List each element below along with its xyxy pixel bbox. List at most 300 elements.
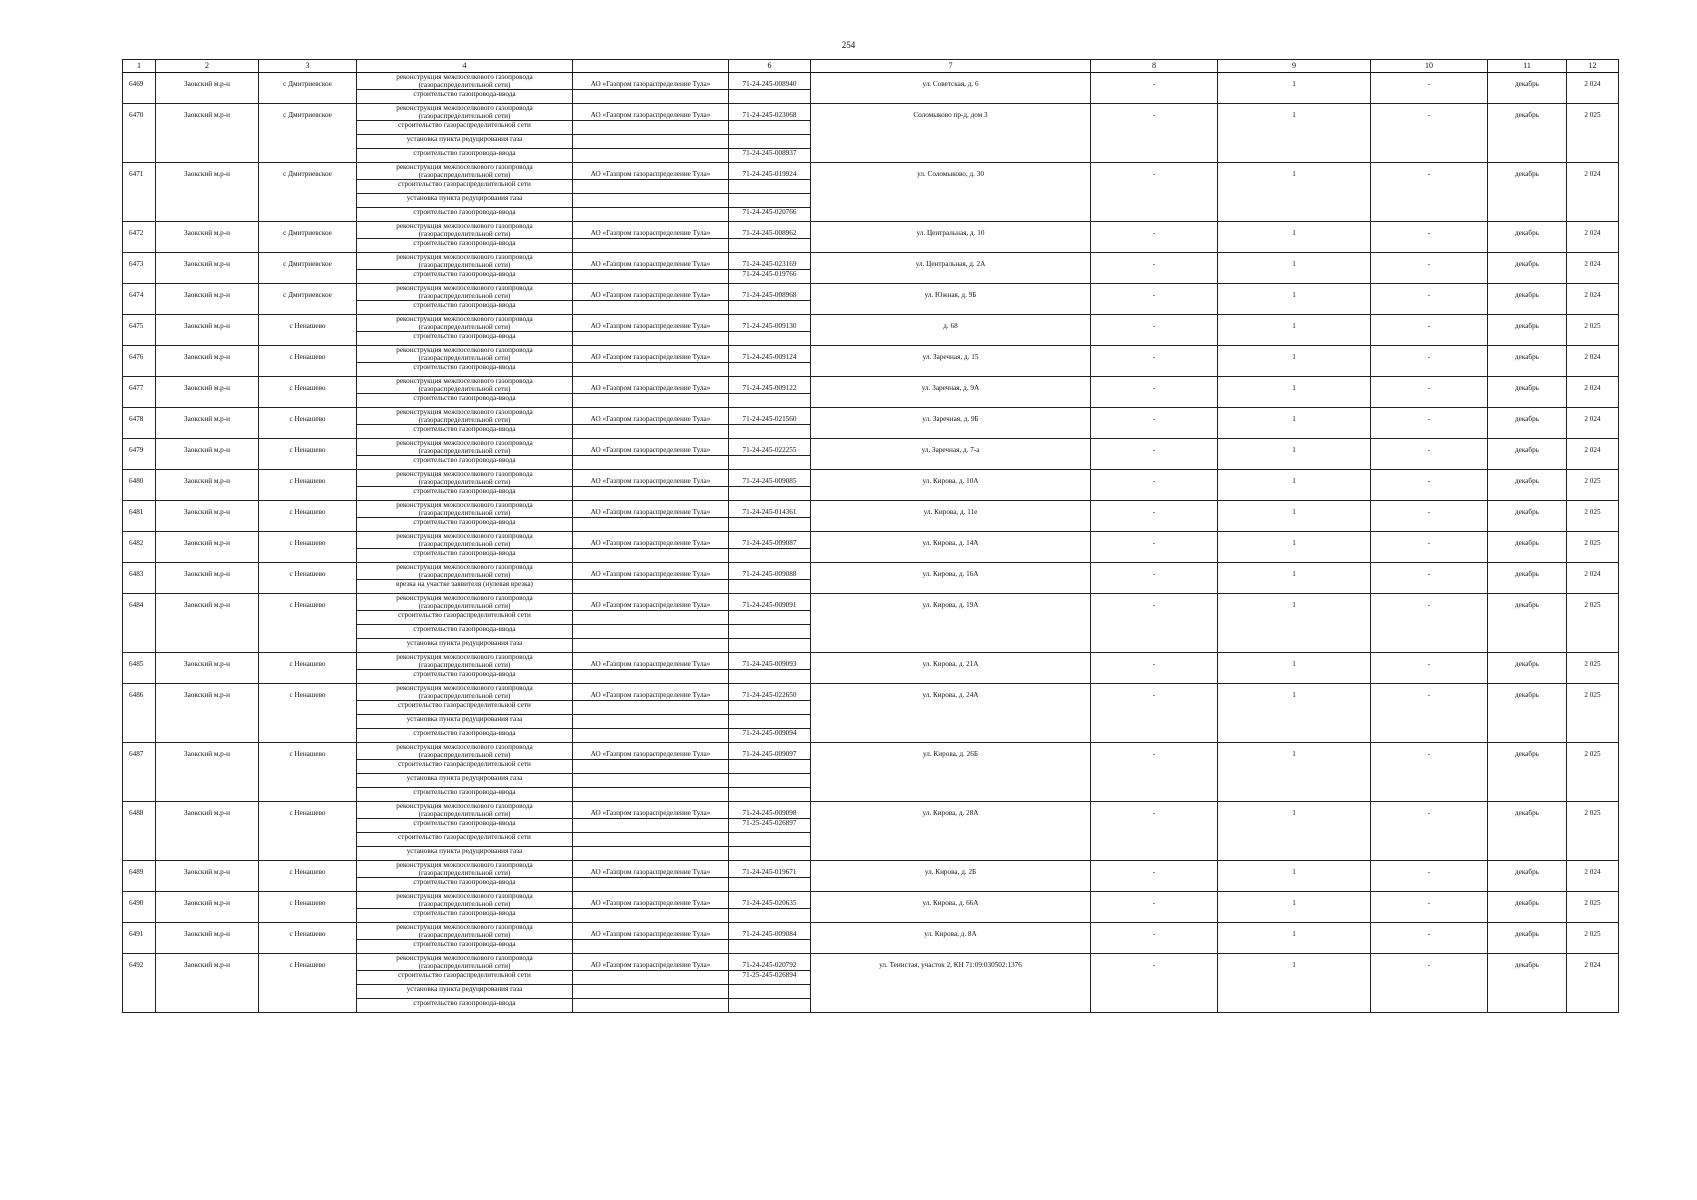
address-cell: ул. Заречная, д. 9Б xyxy=(811,408,1091,439)
row-number: 6486 xyxy=(123,684,156,743)
organization-cell xyxy=(573,425,729,439)
code-cell xyxy=(729,301,811,315)
month-cell: декабрь xyxy=(1488,408,1567,439)
code-cell: 71-24-245-009122 xyxy=(729,377,811,394)
month-cell: декабрь xyxy=(1488,802,1567,861)
address-cell: ул. Кирова, д. 10А xyxy=(811,470,1091,501)
col8-cell: - xyxy=(1091,684,1218,743)
work-type-cell: врезка на участке заявителя (нулевая врезка) xyxy=(357,580,573,594)
col9-cell: 1 xyxy=(1218,346,1371,377)
code-cell: 71-24-245-020792 xyxy=(729,954,811,971)
code-cell: 71-24-245-008937 xyxy=(729,149,811,163)
district-cell: Заокский м.р-н xyxy=(156,653,259,684)
code-cell: 71-24-245-020635 xyxy=(729,892,811,909)
organization-cell xyxy=(573,180,729,194)
code-cell xyxy=(729,239,811,253)
work-type-cell: реконструкция межпоселкового газопровода (газораспределительной сети) xyxy=(357,104,573,121)
col8-cell: - xyxy=(1091,653,1218,684)
table-row xyxy=(123,377,1619,394)
year-cell: 2 025 xyxy=(1567,594,1619,653)
month-cell: декабрь xyxy=(1488,222,1567,253)
address-cell: ул. Кирова, д. 8А xyxy=(811,923,1091,954)
district-cell: Заокский м.р-н xyxy=(156,377,259,408)
header-cell: 2 xyxy=(156,60,259,73)
table-row xyxy=(123,954,1619,971)
year-cell: 2 025 xyxy=(1567,653,1619,684)
table-row xyxy=(123,439,1619,456)
row-number: 6472 xyxy=(123,222,156,253)
row-number: 6487 xyxy=(123,743,156,802)
col8-cell: - xyxy=(1091,163,1218,222)
month-cell: декабрь xyxy=(1488,594,1567,653)
work-type-cell: реконструкция межпоселкового газопровода (газораспределительной сети) xyxy=(357,653,573,670)
organization-cell xyxy=(573,332,729,346)
organization-cell: АО «Газпром газораспределение Тула» xyxy=(573,954,729,971)
col9-cell: 1 xyxy=(1218,861,1371,892)
settlement-cell: с Ненашево xyxy=(259,892,357,923)
month-cell: декабрь xyxy=(1488,861,1567,892)
address-cell: ул. Кирова, д. 26Б xyxy=(811,743,1091,802)
table-row xyxy=(123,532,1619,549)
settlement-cell: с Ненашево xyxy=(259,861,357,892)
work-type-cell: строительство газораспределительной сети xyxy=(357,760,573,774)
code-cell xyxy=(729,833,811,847)
code-cell: 71-24-245-020766 xyxy=(729,208,811,222)
code-cell: 71-25-245-026894 xyxy=(729,971,811,985)
district-cell: Заокский м.р-н xyxy=(156,532,259,563)
code-cell: 71-24-245-022650 xyxy=(729,684,811,701)
address-cell: ул. Кирова, д. 21А xyxy=(811,653,1091,684)
row-number: 6471 xyxy=(123,163,156,222)
table-body xyxy=(123,60,1619,1013)
code-cell: 71-24-245-023169 xyxy=(729,253,811,270)
code-cell: 71-24-245-009087 xyxy=(729,532,811,549)
col9-cell: 1 xyxy=(1218,222,1371,253)
work-type-cell: реконструкция межпоселкового газопровода (газораспределительной сети) xyxy=(357,470,573,487)
row-number: 6470 xyxy=(123,104,156,163)
table-row xyxy=(123,104,1619,121)
col9-cell: 1 xyxy=(1218,315,1371,346)
col8-cell: - xyxy=(1091,501,1218,532)
organization-cell xyxy=(573,208,729,222)
col10-cell: - xyxy=(1371,501,1488,532)
col8-cell: - xyxy=(1091,346,1218,377)
code-cell xyxy=(729,701,811,715)
organization-cell xyxy=(573,611,729,625)
month-cell: декабрь xyxy=(1488,104,1567,163)
row-number: 6492 xyxy=(123,954,156,1013)
organization-cell xyxy=(573,580,729,594)
organization-cell xyxy=(573,715,729,729)
code-cell: 71-24-245-009094 xyxy=(729,729,811,743)
row-number: 6473 xyxy=(123,253,156,284)
code-cell xyxy=(729,394,811,408)
month-cell: декабрь xyxy=(1488,923,1567,954)
col8-cell: - xyxy=(1091,532,1218,563)
col9-cell: 1 xyxy=(1218,470,1371,501)
col8-cell: - xyxy=(1091,222,1218,253)
month-cell: декабрь xyxy=(1488,470,1567,501)
organization-cell xyxy=(573,363,729,377)
work-type-cell: установка пункта редуцирования газа xyxy=(357,774,573,788)
col9-cell: 1 xyxy=(1218,684,1371,743)
organization-cell xyxy=(573,819,729,833)
col8-cell: - xyxy=(1091,594,1218,653)
organization-cell: АО «Газпром газораспределение Тула» xyxy=(573,532,729,549)
header-cell: 11 xyxy=(1488,60,1567,73)
table-row xyxy=(123,346,1619,363)
year-cell: 2 024 xyxy=(1567,73,1619,104)
month-cell: декабрь xyxy=(1488,532,1567,563)
header-row xyxy=(123,60,1619,73)
col8-cell: - xyxy=(1091,73,1218,104)
code-cell xyxy=(729,487,811,501)
table-row xyxy=(123,163,1619,180)
settlement-cell: с Ненашево xyxy=(259,346,357,377)
work-type-cell: строительство газопровода-ввода xyxy=(357,456,573,470)
col9-cell: 1 xyxy=(1218,253,1371,284)
work-type-cell: реконструкция межпоселкового газопровода (газораспределительной сети) xyxy=(357,563,573,580)
organization-cell xyxy=(573,971,729,985)
code-cell xyxy=(729,549,811,563)
code-cell: 71-24-245-009097 xyxy=(729,743,811,760)
district-cell: Заокский м.р-н xyxy=(156,439,259,470)
col8-cell: - xyxy=(1091,743,1218,802)
settlement-cell: с Ненашево xyxy=(259,532,357,563)
year-cell: 2 024 xyxy=(1567,284,1619,315)
organization-cell: АО «Газпром газораспределение Тула» xyxy=(573,439,729,456)
work-type-cell: строительство газопровода-ввода xyxy=(357,625,573,639)
code-cell: 71-24-245-008940 xyxy=(729,73,811,90)
col10-cell: - xyxy=(1371,892,1488,923)
col8-cell: - xyxy=(1091,284,1218,315)
row-number: 6480 xyxy=(123,470,156,501)
col8-cell: - xyxy=(1091,563,1218,594)
col9-cell: 1 xyxy=(1218,439,1371,470)
work-type-cell: строительство газопровода-ввода xyxy=(357,149,573,163)
organization-cell: АО «Газпром газораспределение Тула» xyxy=(573,684,729,701)
code-cell xyxy=(729,180,811,194)
organization-cell: АО «Газпром газораспределение Тула» xyxy=(573,163,729,180)
month-cell: декабрь xyxy=(1488,377,1567,408)
year-cell: 2 024 xyxy=(1567,954,1619,1013)
work-type-cell: строительство газопровода-ввода xyxy=(357,487,573,501)
col9-cell: 1 xyxy=(1218,743,1371,802)
work-type-cell: строительство газопровода-ввода xyxy=(357,729,573,743)
year-cell: 2 025 xyxy=(1567,104,1619,163)
district-cell: Заокский м.р-н xyxy=(156,346,259,377)
col8-cell: - xyxy=(1091,315,1218,346)
code-cell xyxy=(729,625,811,639)
col10-cell: - xyxy=(1371,594,1488,653)
row-number: 6491 xyxy=(123,923,156,954)
address-cell: ул. Заречная, д. 7-а xyxy=(811,439,1091,470)
table-row xyxy=(123,802,1619,819)
col10-cell: - xyxy=(1371,684,1488,743)
col10-cell: - xyxy=(1371,104,1488,163)
work-type-cell: строительство газопровода-ввода xyxy=(357,909,573,923)
row-number: 6484 xyxy=(123,594,156,653)
col10-cell: - xyxy=(1371,377,1488,408)
col8-cell: - xyxy=(1091,377,1218,408)
row-number: 6485 xyxy=(123,653,156,684)
table-row xyxy=(123,408,1619,425)
code-cell xyxy=(729,456,811,470)
settlement-cell: с Ненашево xyxy=(259,563,357,594)
settlement-cell: с Ненашево xyxy=(259,802,357,861)
settlement-cell: с Ненашево xyxy=(259,743,357,802)
organization-cell: АО «Газпром газораспределение Тула» xyxy=(573,222,729,239)
work-type-cell: реконструкция межпоселкового газопровода (газораспределительной сети) xyxy=(357,684,573,701)
organization-cell: АО «Газпром газораспределение Тула» xyxy=(573,284,729,301)
year-cell: 2 024 xyxy=(1567,163,1619,222)
work-type-cell: реконструкция межпоселкового газопровода (газораспределительной сети) xyxy=(357,222,573,239)
settlement-cell: с Ненашево xyxy=(259,923,357,954)
page-number: 254 xyxy=(841,40,856,50)
code-cell xyxy=(729,909,811,923)
code-cell xyxy=(729,639,811,653)
organization-cell: АО «Газпром газораспределение Тула» xyxy=(573,408,729,425)
col8-cell: - xyxy=(1091,104,1218,163)
organization-cell: АО «Газпром газораспределение Тула» xyxy=(573,253,729,270)
col10-cell: - xyxy=(1371,743,1488,802)
organization-cell: АО «Газпром газораспределение Тула» xyxy=(573,346,729,363)
work-type-cell: реконструкция межпоселкового газопровода (газораспределительной сети) xyxy=(357,163,573,180)
organization-cell xyxy=(573,909,729,923)
code-cell: 71-24-245-009098 xyxy=(729,802,811,819)
work-type-cell: установка пункта редуцирования газа xyxy=(357,715,573,729)
work-type-cell: реконструкция межпоселкового газопровода (газораспределительной сети) xyxy=(357,501,573,518)
address-cell: ул. Кирова, д. 66А xyxy=(811,892,1091,923)
district-cell: Заокский м.р-н xyxy=(156,743,259,802)
organization-cell: АО «Газпром газораспределение Тула» xyxy=(573,470,729,487)
col10-cell: - xyxy=(1371,222,1488,253)
col10-cell: - xyxy=(1371,284,1488,315)
work-type-cell: строительство газопровода-ввода xyxy=(357,90,573,104)
work-type-cell: реконструкция межпоселкового газопровода (газораспределительной сети) xyxy=(357,861,573,878)
col10-cell: - xyxy=(1371,470,1488,501)
header-cell: 4 xyxy=(357,60,573,73)
address-cell: ул. Кирова, д. 24А xyxy=(811,684,1091,743)
organization-cell xyxy=(573,625,729,639)
work-type-cell: установка пункта редуцирования газа xyxy=(357,985,573,999)
code-cell xyxy=(729,715,811,729)
row-number: 6490 xyxy=(123,892,156,923)
work-type-cell: реконструкция межпоселкового газопровода (газораспределительной сети) xyxy=(357,73,573,90)
organization-cell xyxy=(573,878,729,892)
work-type-cell: установка пункта редуцирования газа xyxy=(357,194,573,208)
month-cell: декабрь xyxy=(1488,743,1567,802)
col9-cell: 1 xyxy=(1218,532,1371,563)
code-cell xyxy=(729,878,811,892)
work-type-cell: строительство газопровода-ввода xyxy=(357,332,573,346)
code-cell xyxy=(729,518,811,532)
organization-cell: АО «Газпром газораспределение Тула» xyxy=(573,892,729,909)
year-cell: 2 024 xyxy=(1567,861,1619,892)
organization-cell xyxy=(573,729,729,743)
work-type-cell: реконструкция межпоселкового газопровода (газораспределительной сети) xyxy=(357,532,573,549)
table-row xyxy=(123,253,1619,270)
organization-cell: АО «Газпром газораспределение Тула» xyxy=(573,563,729,580)
work-type-cell: строительство газопровода-ввода xyxy=(357,239,573,253)
code-cell: 71-24-245-019766 xyxy=(729,270,811,284)
code-cell: 71-24-245-009085 xyxy=(729,470,811,487)
address-cell: ул. Кирова, д. 2Б xyxy=(811,861,1091,892)
work-type-cell: строительство газопровода-ввода xyxy=(357,518,573,532)
col9-cell: 1 xyxy=(1218,73,1371,104)
settlement-cell: с Дмитриевское xyxy=(259,253,357,284)
organization-cell: АО «Газпром газораспределение Тула» xyxy=(573,802,729,819)
col10-cell: - xyxy=(1371,653,1488,684)
year-cell: 2 025 xyxy=(1567,532,1619,563)
organization-cell: АО «Газпром газораспределение Тула» xyxy=(573,315,729,332)
col8-cell: - xyxy=(1091,408,1218,439)
organization-cell: АО «Газпром газораспределение Тула» xyxy=(573,594,729,611)
district-cell: Заокский м.р-н xyxy=(156,315,259,346)
code-cell: 71-24-245-008968 xyxy=(729,284,811,301)
table-row xyxy=(123,892,1619,909)
header-cell: 7 xyxy=(811,60,1091,73)
address-cell: ул. Кирова, д. 14А xyxy=(811,532,1091,563)
year-cell: 2 025 xyxy=(1567,892,1619,923)
address-cell: ул. Кирова, д. 16А xyxy=(811,563,1091,594)
row-number: 6478 xyxy=(123,408,156,439)
work-type-cell: реконструкция межпоселкового газопровода (газораспределительной сети) xyxy=(357,954,573,971)
settlement-cell: с Ненашево xyxy=(259,653,357,684)
header-cell: 10 xyxy=(1371,60,1488,73)
code-cell xyxy=(729,135,811,149)
month-cell: декабрь xyxy=(1488,284,1567,315)
work-type-cell: реконструкция межпоселкового газопровода (газораспределительной сети) xyxy=(357,408,573,425)
address-cell: ул. Заречная, д. 15 xyxy=(811,346,1091,377)
district-cell: Заокский м.р-н xyxy=(156,253,259,284)
work-type-cell: строительство газопровода-ввода xyxy=(357,670,573,684)
district-cell: Заокский м.р-н xyxy=(156,892,259,923)
address-cell: ул. Заречная, д. 9А xyxy=(811,377,1091,408)
month-cell: декабрь xyxy=(1488,954,1567,1013)
col9-cell: 1 xyxy=(1218,563,1371,594)
address-cell: ул. Центральная, д. 10 xyxy=(811,222,1091,253)
code-cell xyxy=(729,90,811,104)
year-cell: 2 024 xyxy=(1567,222,1619,253)
settlement-cell: с Ненашево xyxy=(259,408,357,439)
col9-cell: 1 xyxy=(1218,594,1371,653)
organization-cell xyxy=(573,239,729,253)
col10-cell: - xyxy=(1371,439,1488,470)
code-cell xyxy=(729,363,811,377)
row-number: 6483 xyxy=(123,563,156,594)
table-row xyxy=(123,73,1619,90)
code-cell xyxy=(729,999,811,1013)
organization-cell: АО «Газпром газораспределение Тула» xyxy=(573,377,729,394)
district-cell: Заокский м.р-н xyxy=(156,954,259,1013)
month-cell: декабрь xyxy=(1488,501,1567,532)
header-cell: 12 xyxy=(1567,60,1619,73)
col10-cell: - xyxy=(1371,408,1488,439)
address-cell: ул. Кирова, д. 11е xyxy=(811,501,1091,532)
work-type-cell: строительство газораспределительной сети xyxy=(357,121,573,135)
col10-cell: - xyxy=(1371,923,1488,954)
table-row xyxy=(123,284,1619,301)
year-cell: 2 025 xyxy=(1567,315,1619,346)
settlement-cell: с Дмитриевское xyxy=(259,73,357,104)
col9-cell: 1 xyxy=(1218,892,1371,923)
district-cell: Заокский м.р-н xyxy=(156,408,259,439)
col10-cell: - xyxy=(1371,73,1488,104)
district-cell: Заокский м.р-н xyxy=(156,594,259,653)
work-type-cell: строительство газопровода-ввода xyxy=(357,394,573,408)
code-cell: 71-25-245-026897 xyxy=(729,819,811,833)
month-cell: декабрь xyxy=(1488,684,1567,743)
col8-cell: - xyxy=(1091,892,1218,923)
organization-cell xyxy=(573,90,729,104)
month-cell: декабрь xyxy=(1488,163,1567,222)
header-cell: 9 xyxy=(1218,60,1371,73)
settlement-cell: с Дмитриевское xyxy=(259,163,357,222)
district-cell: Заокский м.р-н xyxy=(156,563,259,594)
organization-cell xyxy=(573,701,729,715)
code-cell xyxy=(729,985,811,999)
work-type-cell: строительство газопровода-ввода xyxy=(357,270,573,284)
organization-cell xyxy=(573,149,729,163)
month-cell: декабрь xyxy=(1488,892,1567,923)
row-number: 6476 xyxy=(123,346,156,377)
year-cell: 2 024 xyxy=(1567,408,1619,439)
work-type-cell: строительство газопровода-ввода xyxy=(357,301,573,315)
organization-cell xyxy=(573,549,729,563)
code-cell: 71-24-245-023068 xyxy=(729,104,811,121)
work-type-cell: реконструкция межпоселкового газопровода (газораспределительной сети) xyxy=(357,315,573,332)
district-cell: Заокский м.р-н xyxy=(156,802,259,861)
col10-cell: - xyxy=(1371,253,1488,284)
code-cell: 71-24-245-009124 xyxy=(729,346,811,363)
settlement-cell: с Ненашево xyxy=(259,684,357,743)
organization-cell xyxy=(573,760,729,774)
row-number: 6474 xyxy=(123,284,156,315)
col9-cell: 1 xyxy=(1218,653,1371,684)
col8-cell: - xyxy=(1091,439,1218,470)
code-cell xyxy=(729,847,811,861)
work-type-cell: строительство газопровода-ввода xyxy=(357,819,573,833)
work-type-cell: строительство газопровода-ввода xyxy=(357,549,573,563)
col9-cell: 1 xyxy=(1218,923,1371,954)
col9-cell: 1 xyxy=(1218,954,1371,1013)
settlement-cell: с Ненашево xyxy=(259,439,357,470)
settlement-cell: с Ненашево xyxy=(259,501,357,532)
col10-cell: - xyxy=(1371,315,1488,346)
code-cell xyxy=(729,788,811,802)
work-type-cell: установка пункта редуцирования газа xyxy=(357,847,573,861)
col10-cell: - xyxy=(1371,563,1488,594)
settlement-cell: с Дмитриевское xyxy=(259,284,357,315)
header-cell: 6 xyxy=(729,60,811,73)
col8-cell: - xyxy=(1091,470,1218,501)
address-cell: ул. Соломыково, д. 30 xyxy=(811,163,1091,222)
work-type-cell: реконструкция межпоселкового газопровода (газораспределительной сети) xyxy=(357,284,573,301)
month-cell: декабрь xyxy=(1488,346,1567,377)
organization-cell xyxy=(573,940,729,954)
code-cell xyxy=(729,760,811,774)
settlement-cell: с Ненашево xyxy=(259,470,357,501)
code-cell: 71-24-245-009091 xyxy=(729,594,811,611)
work-type-cell: реконструкция межпоселкового газопровода (газораспределительной сети) xyxy=(357,377,573,394)
address-cell: ул. Кирова, д. 19А xyxy=(811,594,1091,653)
work-type-cell: реконструкция межпоселкового газопровода (газораспределительной сети) xyxy=(357,743,573,760)
district-cell: Заокский м.р-н xyxy=(156,104,259,163)
table-row xyxy=(123,594,1619,611)
address-cell: д. 68 xyxy=(811,315,1091,346)
code-cell xyxy=(729,580,811,594)
